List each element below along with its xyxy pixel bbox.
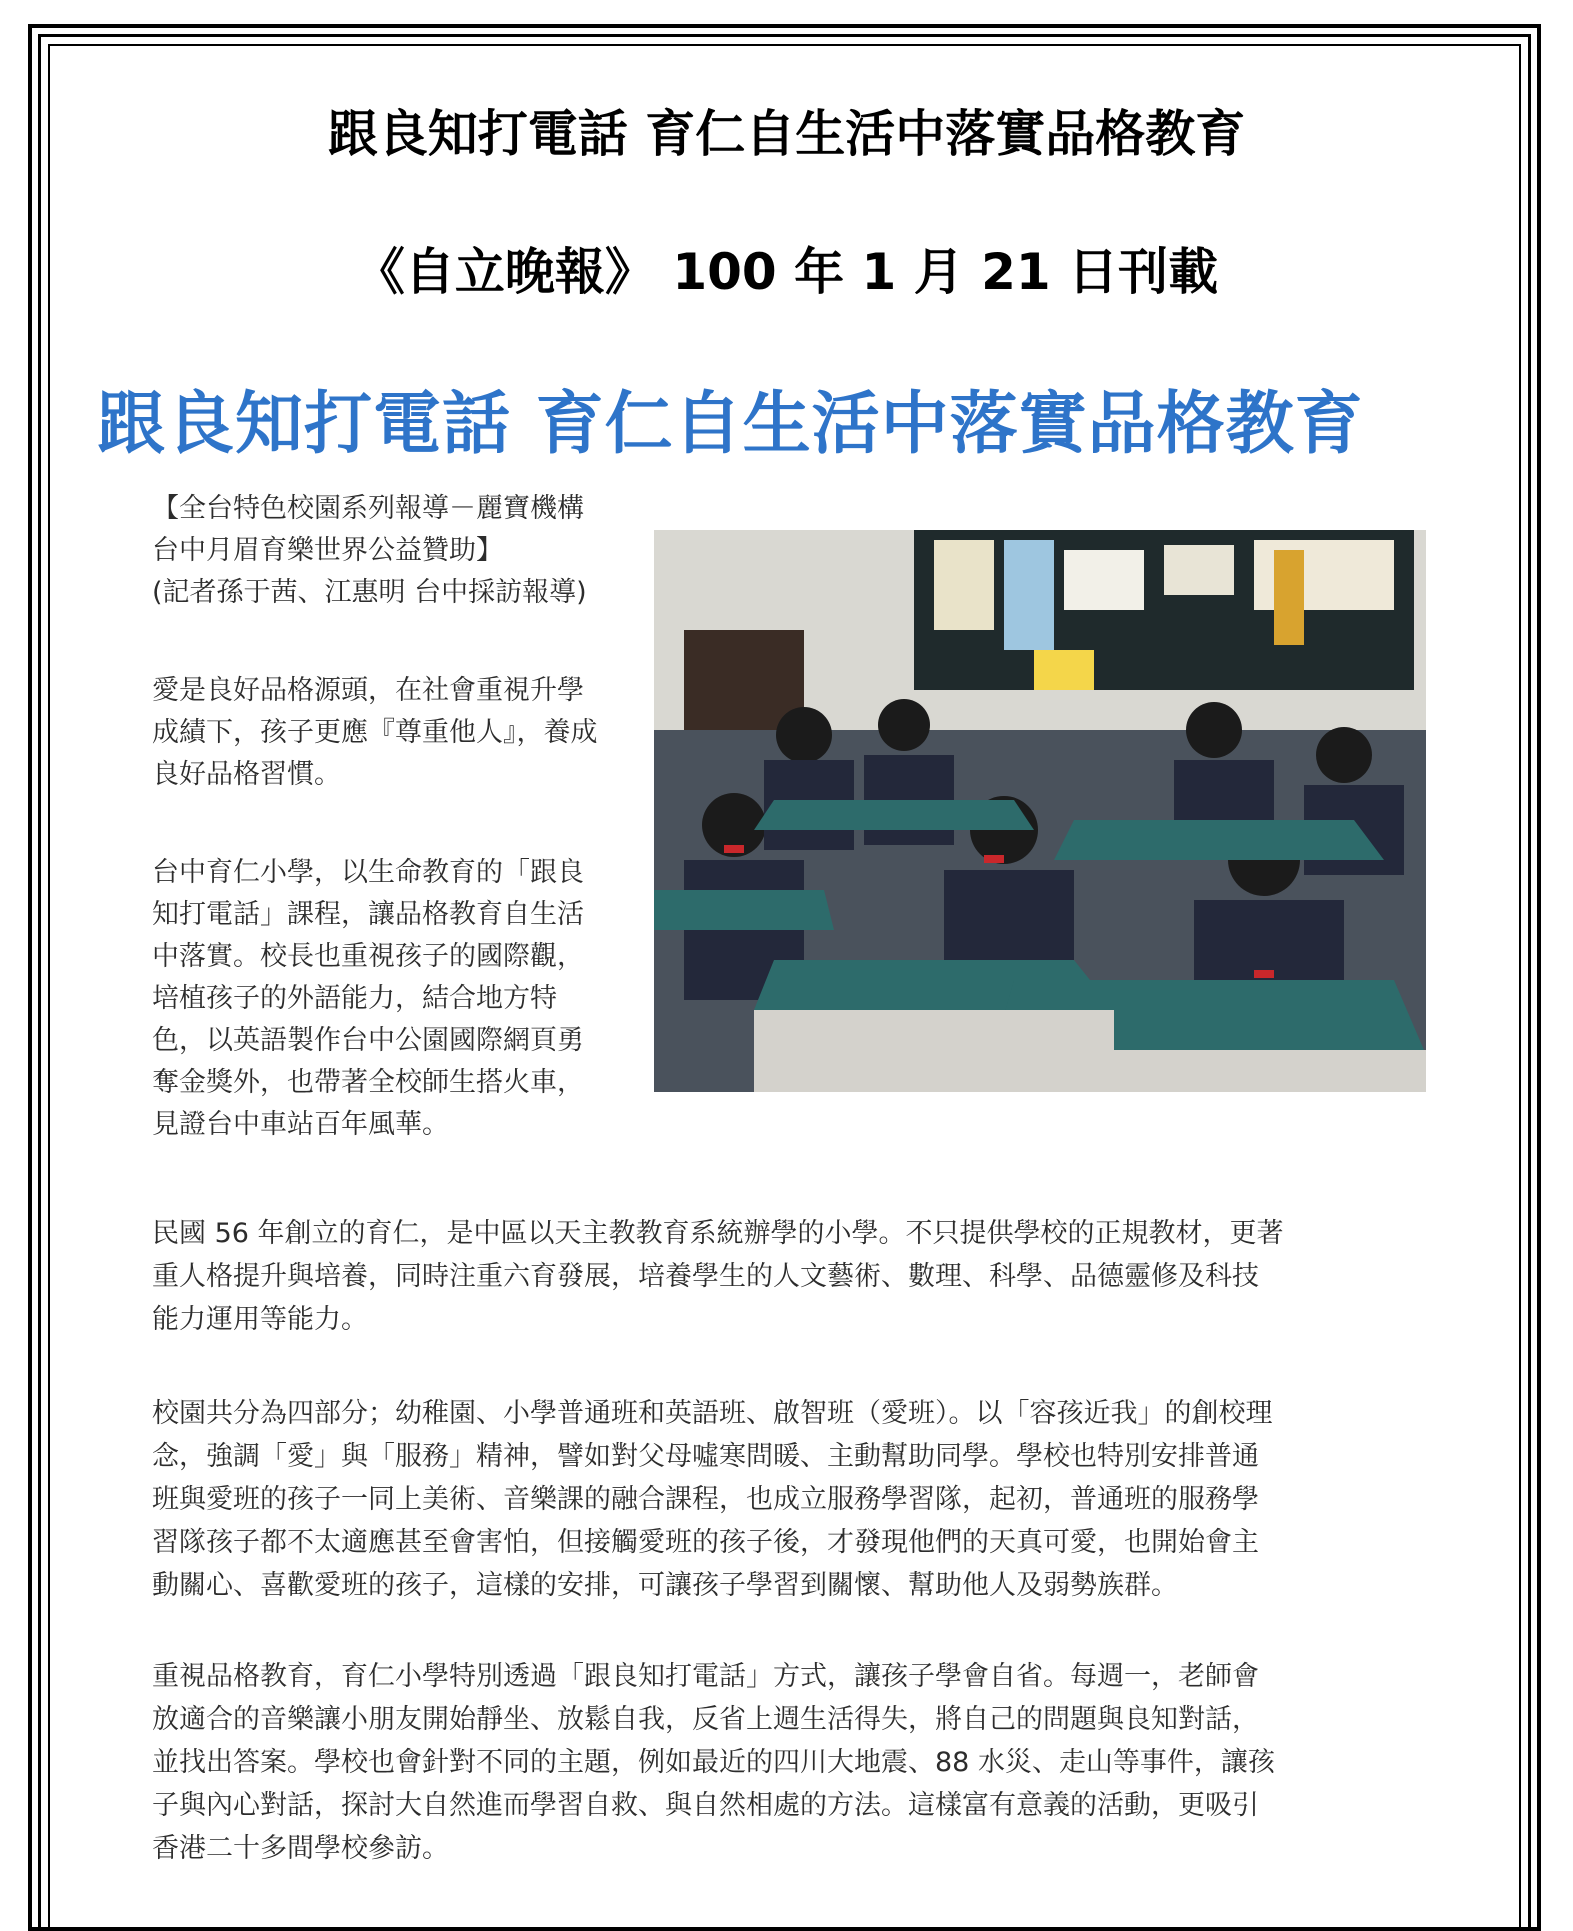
- paragraph-line: 重視品格教育，育仁小學特別透過「跟良知打電話」方式，讓孩子學會自省。每週一，老師會: [152, 1661, 1259, 1692]
- paragraph-line: 中落實。校長也重視孩子的國際觀，: [152, 941, 584, 972]
- paragraph-line: 見證台中車站百年風華。: [152, 1109, 449, 1140]
- clipping-title: 跟良知打電話 育仁自生活中落實品格教育: [97, 385, 1364, 464]
- paragraph-line: 奪金獎外，也帶著全校師生搭火車，: [152, 1067, 584, 1098]
- paragraph-line: 放適合的音樂讓小朋友開始靜坐、放鬆自我，反省上週生活得失，將自己的問題與良知對話，: [152, 1704, 1259, 1735]
- byline-line: (記者孫于茜、江惠明 台中採訪報導): [152, 577, 587, 608]
- paragraph-line: 知打電話」課程，讓品格教育自生活: [152, 899, 584, 930]
- paragraph-line: 色，以英語製作台中公園國際網頁勇: [152, 1025, 584, 1056]
- paragraph-2: [152, 852, 584, 1146]
- paragraph-line: 念，強調「愛」與「服務」精神，譬如對父母噓寒問暖、主動幫助同學。學校也特別安排普通: [152, 1441, 1259, 1472]
- byline-line: 台中月眉育樂世界公益贊助】: [152, 535, 503, 566]
- paragraph-line: 班與愛班的孩子一同上美術、音樂課的融合課程，也成立服務學習隊，起初，普通班的服務學: [152, 1484, 1259, 1515]
- paragraph-line: 子與內心對話，探討大自然進而學習自救、與自然相處的方法。這樣富有意義的活動，更吸引: [152, 1790, 1259, 1821]
- paragraph-line: 動關心、喜歡愛班的孩子，這樣的安排，可讓孩子學習到關懷、幫助他人及弱勢族群。: [152, 1570, 1178, 1601]
- classroom-photo: [654, 530, 1426, 1092]
- publication-source-line: 《自立晚報》 100 年 1 月 21 日刊載: [354, 243, 1219, 301]
- paragraph-line: 愛是良好品格源頭，在社會重視升學: [152, 675, 584, 706]
- paragraph-line: 培植孩子的外語能力，結合地方特: [152, 983, 557, 1014]
- paragraph-1: [152, 670, 598, 796]
- byline-line: 【全台特色校園系列報導－麗寶機構: [152, 493, 584, 524]
- page-headline: 跟良知打電話 育仁自生活中落實品格教育: [327, 105, 1246, 163]
- paragraph-line: 民國 56 年創立的育仁，是中區以天主教教育系統辦學的小學。不只提供學校的正規教材，更著: [152, 1218, 1284, 1249]
- clipping-byline: [152, 488, 587, 614]
- paragraph-line: 校園共分為四部分；幼稚園、小學普通班和英語班、啟智班（愛班）。以「容孩近我」的創校理: [152, 1398, 1273, 1429]
- paragraph-4: [152, 1392, 1273, 1607]
- paragraph-5: [152, 1655, 1275, 1870]
- paragraph-3: [152, 1212, 1284, 1341]
- paragraph-line: 成績下，孩子更應『尊重他人』，養成: [152, 717, 598, 748]
- paragraph-line: 習隊孩子都不太適應甚至會害怕，但接觸愛班的孩子後，才發現他們的天真可愛，也開始會主: [152, 1527, 1259, 1558]
- paragraph-line: 並找出答案。學校也會針對不同的主題，例如最近的四川大地震、88 水災、走山等事件，讓孩: [152, 1747, 1275, 1778]
- paragraph-line: 能力運用等能力。: [152, 1304, 368, 1335]
- paragraph-line: 台中育仁小學，以生命教育的「跟良: [152, 857, 584, 888]
- paragraph-line: 重人格提升與培養，同時注重六育發展，培養學生的人文藝術、數理、科學、品德靈修及科技: [152, 1261, 1259, 1292]
- paragraph-line: 香港二十多間學校參訪。: [152, 1833, 449, 1864]
- paragraph-line: 良好品格習慣。: [152, 759, 341, 790]
